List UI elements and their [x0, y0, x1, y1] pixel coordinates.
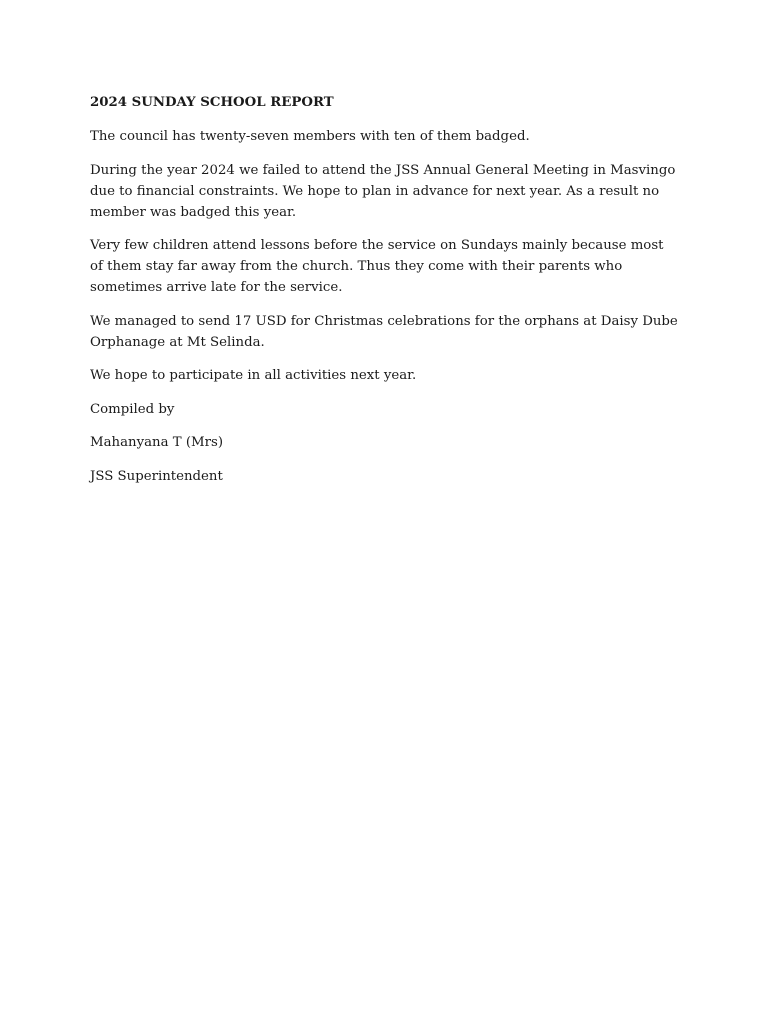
compiler-name: Mahanyana T (Mrs)	[90, 435, 224, 450]
compiler-role: JSS Superintendent	[90, 468, 223, 484]
paragraph-agm: During the year 2024 we failed to attend the JSS Annual General Meeting in Masvingo due to financial constraints. We hope to plan in advance for next year. As a result no member was badged this year.	[90, 162, 676, 220]
document-body	[90, 92, 680, 499]
paragraph-children-attendance: Very few children attend lessons before the service on Sundays mainly because most of them stay far away from the church. Thus they come with their parents who sometimes arrive late for the service.	[90, 238, 664, 295]
compiled-by-label: Compiled by	[90, 401, 175, 417]
report-title: 2024 SUNDAY SCHOOL REPORT	[90, 95, 334, 110]
paragraph-next-year: We hope to participate in all activities next year.	[90, 368, 417, 383]
paragraph-christmas-donation: We managed to send 17 USD for Christmas celebrations for the orphans at Daisy Dube Orphanage at Mt Selinda.	[90, 313, 678, 350]
paragraph-council-members: The council has twenty-seven members with ten of them badged.	[90, 129, 530, 144]
